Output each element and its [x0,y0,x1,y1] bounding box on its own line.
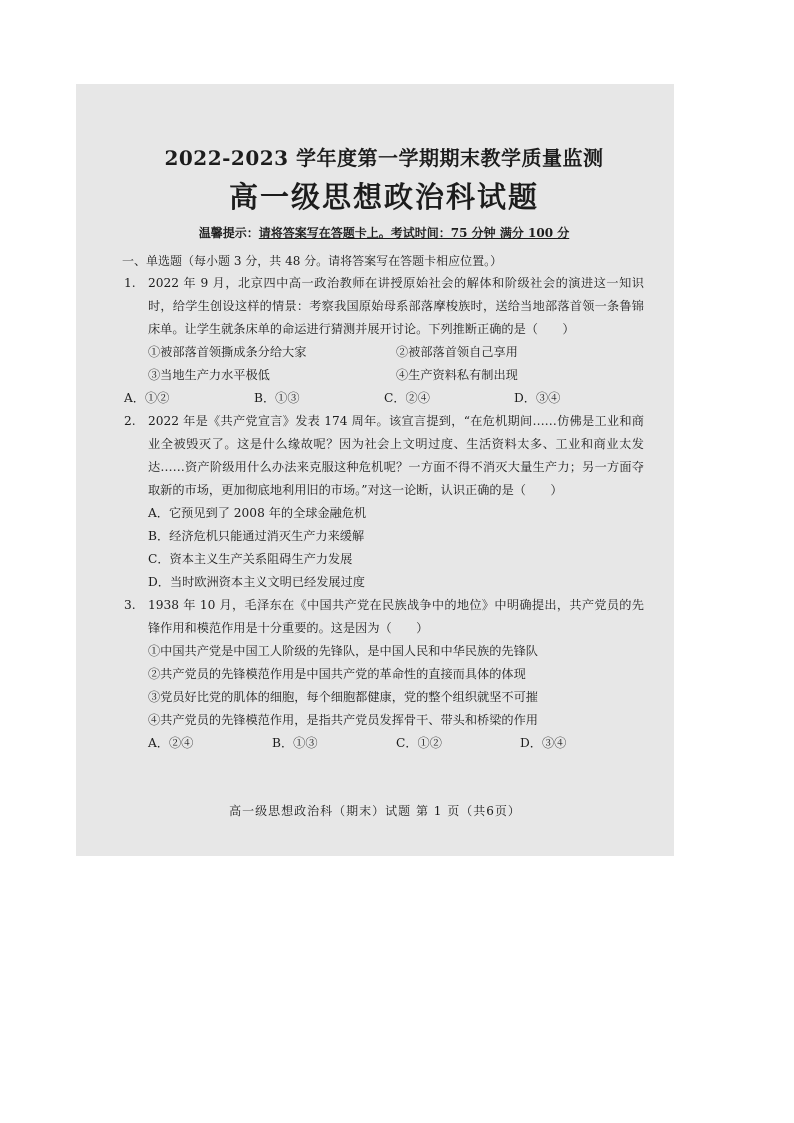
question-3 [124,594,644,755]
statement: ③当地生产力水平极低 [148,368,270,382]
question-stem: 1938 年 10 月，毛泽东在《中国共产党在民族战争中的地位》中明确提出，共产党员的先锋作用和模范作用是十分重要的。这是因为（ ） [148,598,644,635]
statement: ③党员好比党的肌体的细胞，每个细胞都健康，党的整个组织就坚不可摧 [148,690,538,704]
choice-d: D．③④ [514,391,561,405]
question-stem: 2022 年是《共产党宣言》发表 174 周年。该宣言提到，“在危机期间……仿佛是工业和商业全被毁灭了。这是什么缘故呢？因为社会上文明过度、生活资料太多、工业和商业太发达……资产阶级用什么办法来克服这种危机呢？一方面不得不消灭大量生产力；另一方面夺取新的市场，更加彻底地利用旧的市场。”对这一论断，认识正确的是（ ） [148,414,644,497]
exam-page [76,84,674,856]
tip-body: 请将答案写在答题卡上。考试时间：75 分钟 满分 100 分 [258,226,570,240]
statement: ④共产党员的先锋模范作用，是指共产党员发挥骨干、带头和桥梁的作用 [148,713,538,727]
choice-b: B．①③ [272,736,318,750]
question-number: 3. [124,598,136,612]
question-number: 1. [124,276,136,290]
question-1 [124,272,644,410]
statement: ④生产资料私有制出现 [396,368,518,382]
exam-title: 2022-2023 学年度第一学期期末教学质量监测 [164,146,604,170]
question-stem: 2022 年 9 月，北京四中高一政治教师在讲授原始社会的解体和阶级社会的演进这一知识时，给学生创设这样的情景：考察我国原始母系部落摩梭族时，送给当地部落首领一条鲁锦床单。让学生就条床单的命运进行猜测并展开讨论。下列推断正确的是（ ） [148,276,644,336]
tip-line [124,224,644,242]
statement: ①被部落首领撕成条分给大家 [148,345,307,359]
page-footer: 高一级思想政治科（期末）试题 第 1 页（共6页） [229,804,521,818]
section-heading: 一、单选题（每小题 3 分，共 48 分。请将答案写在答题卡相应位置。） [122,254,503,268]
option-d: D．当时欧洲资本主义文明已经发展过度 [148,575,365,589]
choice-d: D．③④ [520,736,567,750]
option-a: A．它预见到了 2008 年的全球金融危机 [148,506,367,520]
tip-label: 温馨提示： [198,226,259,240]
choice-c: C．②④ [384,391,430,405]
statement: ①中国共产党是中国工人阶级的先锋队，是中国人民和中华民族的先锋队 [148,644,538,658]
choice-c: C．①② [396,736,442,750]
question-number: 2. [124,414,136,428]
statement: ②共产党员的先锋模范作用是中国共产党的革命性的直接而具体的体现 [148,667,526,681]
statement: ②被部落首领自己享用 [396,345,518,359]
choice-b: B．①③ [254,391,300,405]
option-b: B．经济危机只能通过消灭生产力来缓解 [148,529,365,543]
question-2 [124,410,644,594]
option-c: C．资本主义生产关系阻碍生产力发展 [148,552,353,566]
choice-a: A．②④ [148,736,194,750]
exam-subtitle: 高一级思想政治科试题 [228,180,539,214]
choice-a: A．①② [124,391,170,405]
